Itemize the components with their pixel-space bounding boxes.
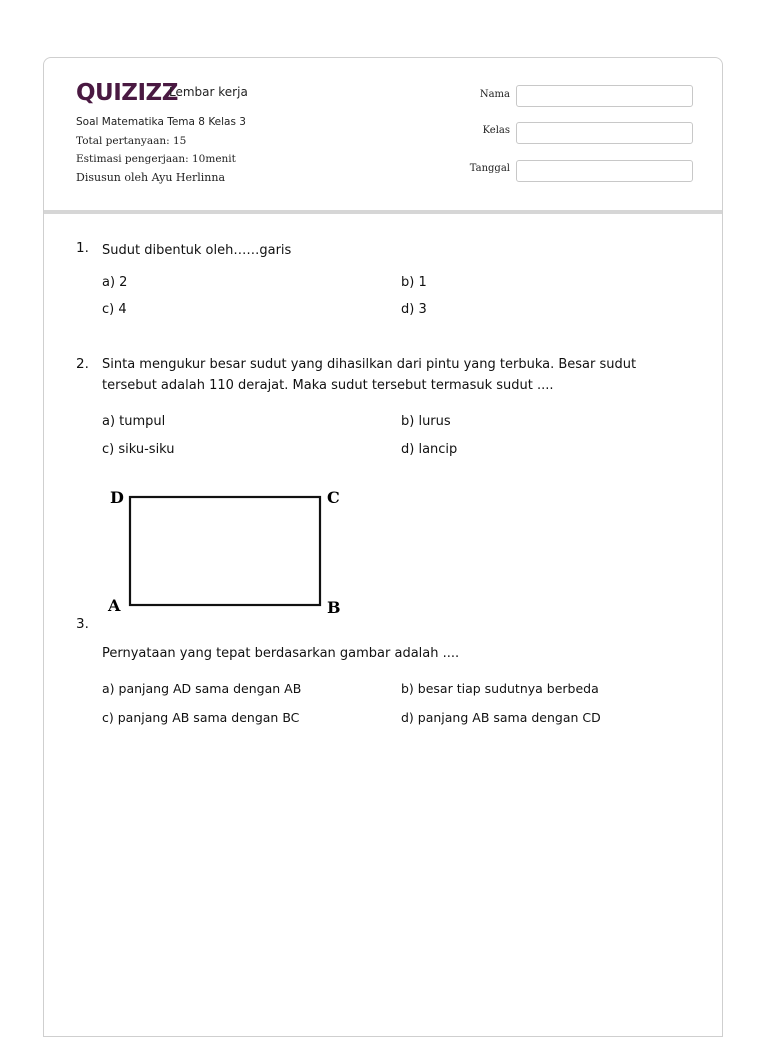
question-1-number: 1. [76,240,89,256]
date-field[interactable] [516,160,693,182]
name-label: Nama [479,89,510,100]
vertex-label-b: B [327,598,341,617]
vertex-label-d: D [110,488,124,507]
name-field[interactable] [516,85,693,107]
question-2-number: 2. [76,356,89,372]
class-field[interactable] [516,122,693,144]
vertex-label-c: C [327,488,340,507]
question-3-number: 3. [76,616,89,632]
question-3-option-c: c) panjang AB sama dengan BC [102,710,300,725]
question-3-option-d: d) panjang AB sama dengan CD [401,710,601,725]
worksheet-header [44,58,722,214]
estimated-duration: Estimasi pengerjaan: 10menit [76,153,236,165]
date-label: Tanggal [469,163,510,174]
question-3-option-a: a) panjang AD sama dengan AB [102,681,302,696]
question-2-text: Sinta mengukur besar sudut yang dihasilkan dari pintu yang terbuka. Besar sudut tersebut adalah 110 derajat. Maka sudut tersebut termasuk sudut .... [102,357,637,393]
vertex-label-a: A [108,596,121,615]
worksheet-title: Soal Matematika Tema 8 Kelas 3 [76,116,246,128]
question-3-text: Pernyataan yang tepat berdasarkan gambar adalah .... [102,646,460,661]
rectangle-abcd-figure [101,483,351,620]
author: Disusun oleh Ayu Herlinna [76,171,226,184]
question-3-option-b: b) besar tiap sudutnya berbeda [401,681,599,696]
class-label: Kelas [482,125,510,136]
question-2-option-b: b) lurus [401,414,451,429]
question-1-option-a: a) 2 [102,275,128,290]
question-1-text: Sudut dibentuk oleh……garis [102,243,292,258]
quizizz-logo: QUIZIZZ [76,80,178,106]
worksheet-subtitle: Lembar kerja [169,85,248,99]
figure-background [101,483,351,620]
question-2-option-d: d) lancip [401,442,458,457]
total-questions: Total pertanyaan: 15 [76,135,187,147]
question-1-option-c: c) 4 [102,302,127,317]
question-2-option-c: c) siku-siku [102,442,175,457]
question-1-option-b: b) 1 [401,275,427,290]
question-2-option-a: a) tumpul [102,414,166,429]
question-1-option-d: d) 3 [401,302,427,317]
